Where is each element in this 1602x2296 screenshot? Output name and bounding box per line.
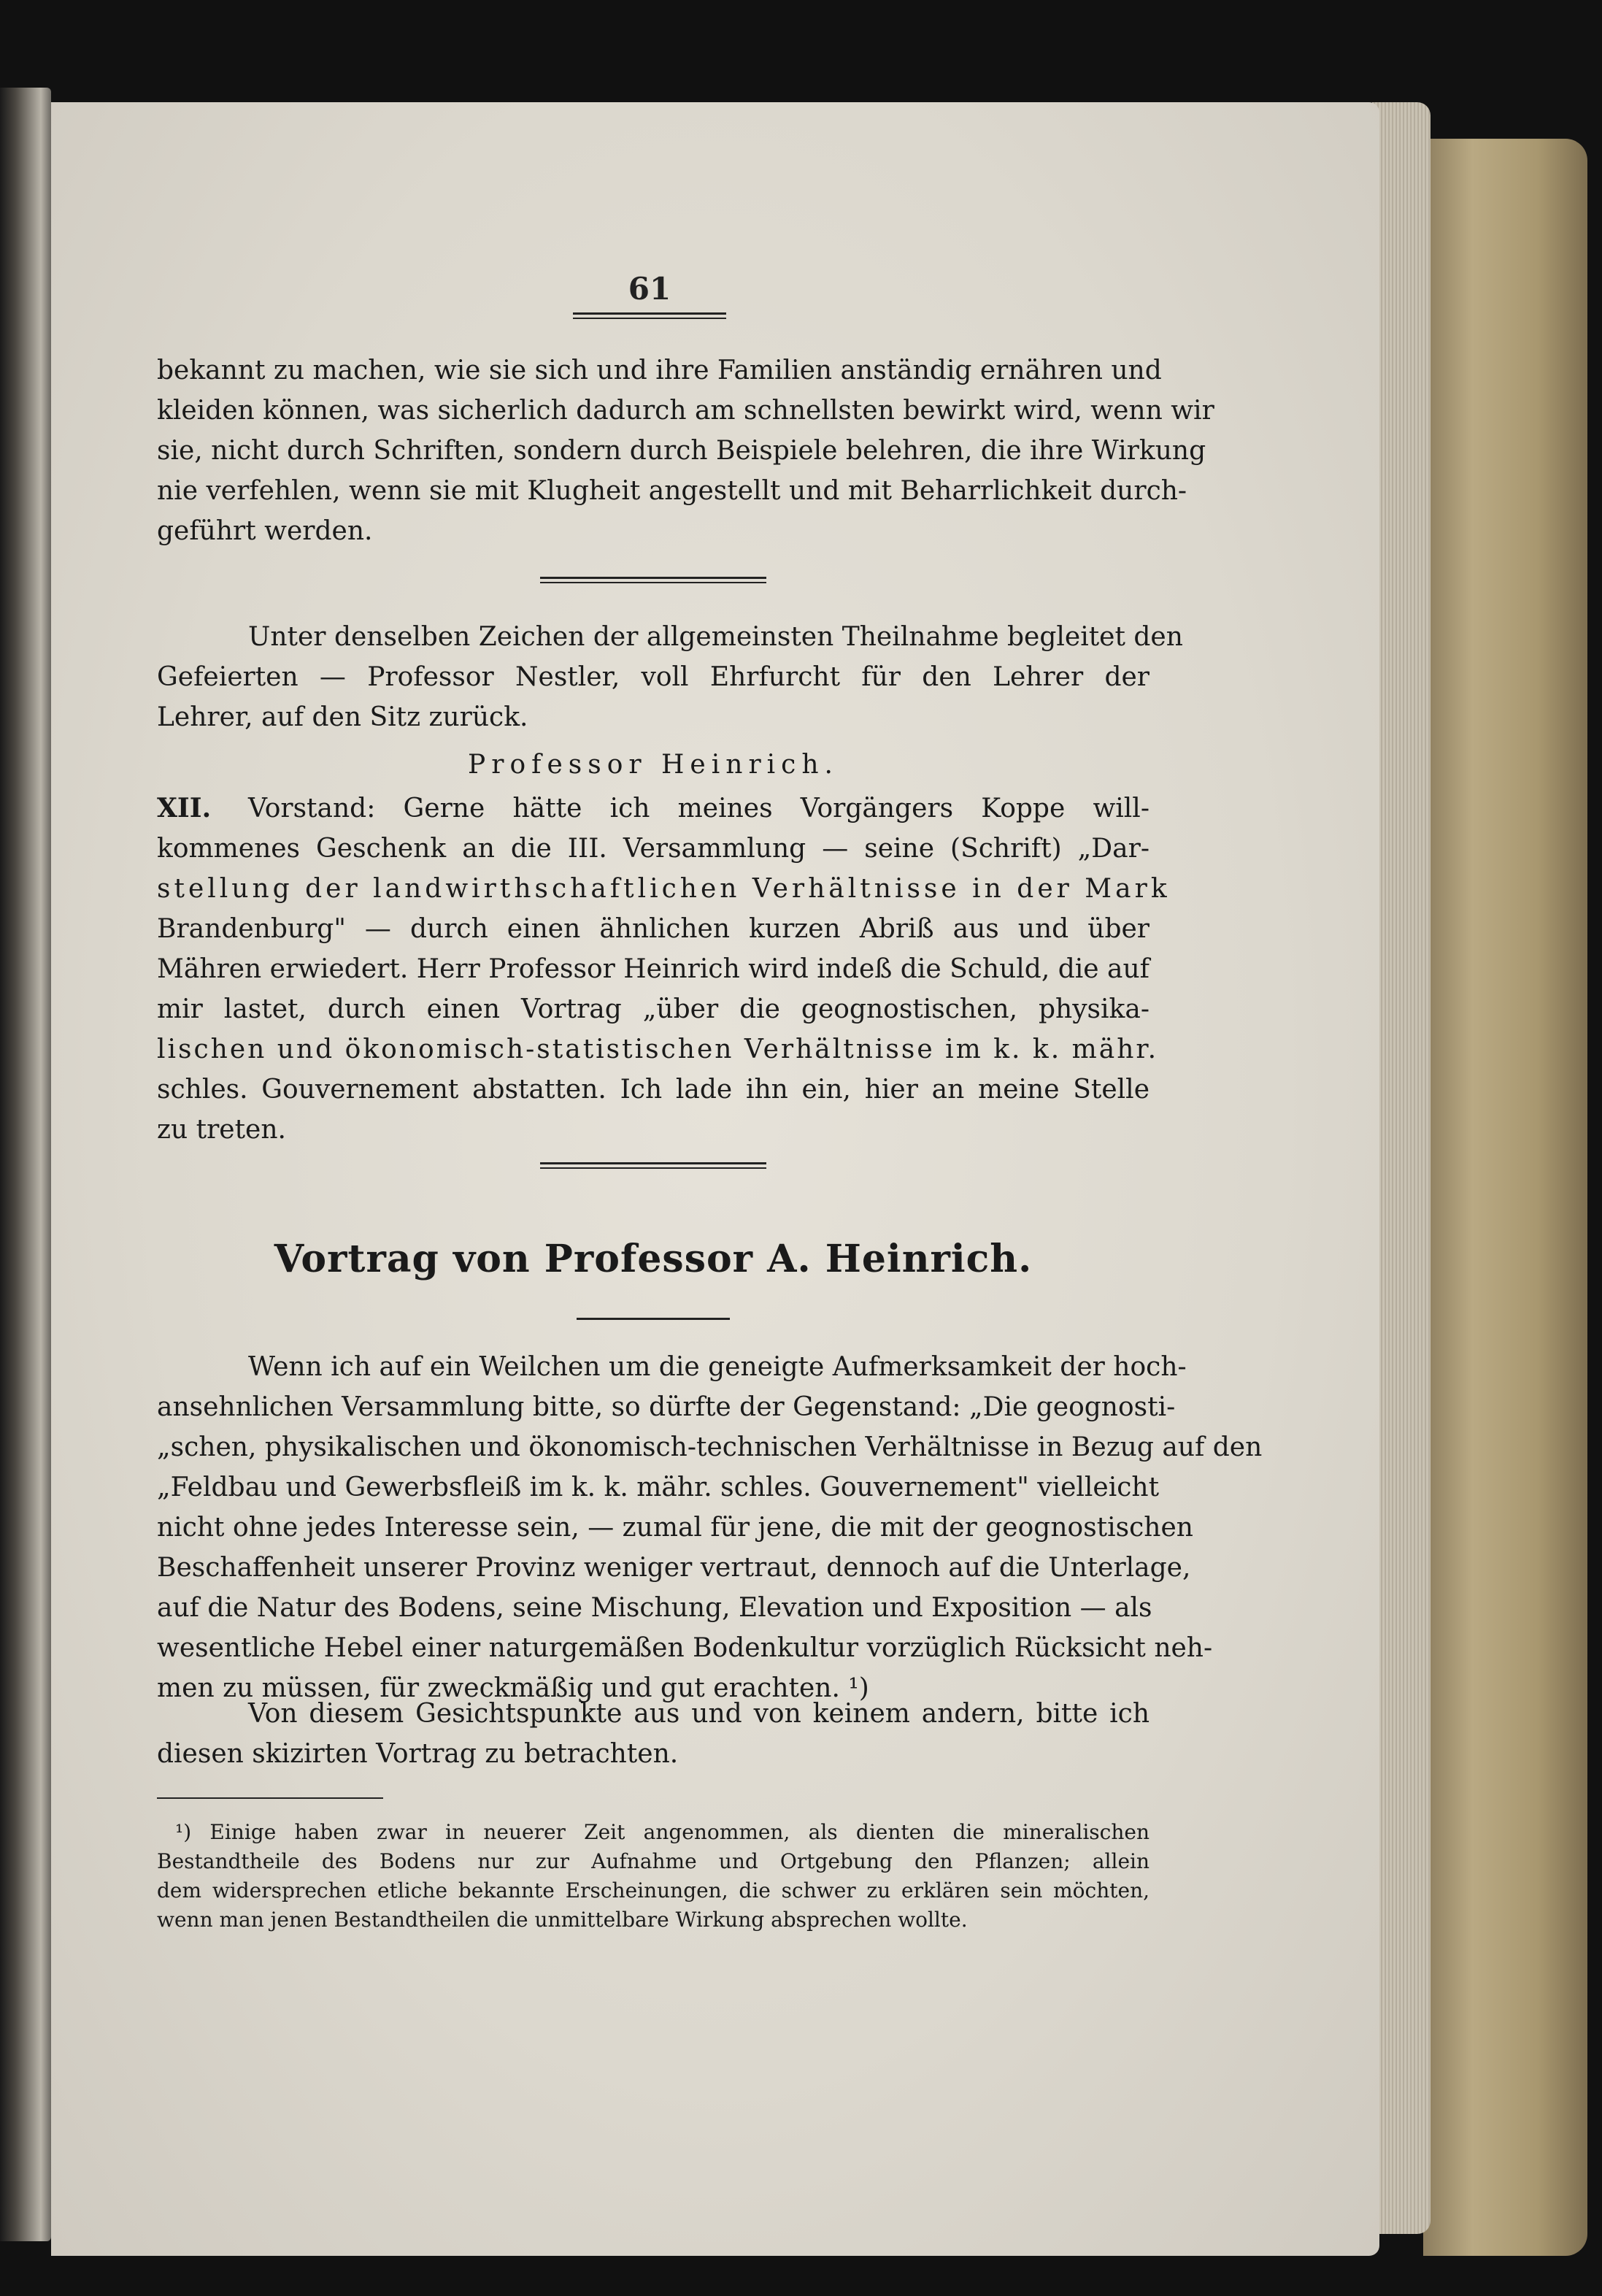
paragraph-4-line: men zu müssen, für zweckmäßig und gut erachten. ¹) [157,1673,869,1703]
section-number: XII. [157,793,212,823]
paragraph-3-line: mir lastet, durch einen Vortrag „über die geognostischen, physika- [157,994,1149,1024]
speaker-label: Professor Heinrich. [468,750,839,780]
paragraph-4-line: wesentliche Hebel einer naturgemäßen Bodenkultur vorzüglich Rücksicht neh- [157,1633,1213,1663]
paragraph-3-line: schles. Gouvernement abstatten. Ich lade ihn ein, hier an meine Stelle [157,1075,1149,1105]
paragraph-4-line: „Feldbau und Gewerbsfleiß im k. k. mähr. schles. Gouvernement" vielleicht [157,1473,1160,1502]
heading-rule [577,1318,730,1320]
paragraph-3-line: kommenes Geschenk an die III. Versammlung — seine (Schrift) „Dar- [157,834,1149,864]
paragraph-4-line: auf die Natur des Bodens, seine Mischung, Elevation und Exposition — als [157,1593,1152,1623]
paragraph-3-line: stellung der landwirthschaftlichen Verhältnisse in der Mark [157,874,1171,904]
paragraph-1-line: geführt werden. [157,516,373,546]
paragraph-4-line: Beschaffenheit unserer Provinz weniger vertraut, dennoch auf die Unterlage, [157,1553,1191,1583]
paragraph-2-line: Gefeierten — Professor Nestler, voll Ehrfurcht für den Lehrer der [157,662,1149,692]
paragraph-3-line: zu treten. [157,1115,286,1145]
paragraph-5-line: Von diesem Gesichtspunkte aus und von keinem andern, bitte ich [248,1699,1149,1729]
paragraph-4-line: Wenn ich auf ein Weilchen um die geneigte Aufmerksamkeit der hoch- [248,1352,1187,1382]
paragraph-4-line: ansehnlichen Versammlung bitte, so dürfte der Gegenstand: „Die geognosti- [157,1392,1176,1422]
paragraph-4-line: nicht ohne jedes Interesse sein, — zumal für jene, die mit der geognostischen [157,1513,1193,1543]
paragraph-3-line: Brandenburg" — durch einen ähnlichen kurzen Abriß aus und über [157,914,1149,944]
paragraph-3-line: Vorstand: Gerne hätte ich meines Vorgängers Koppe will- [248,794,1149,823]
section-divider [540,1162,766,1169]
footnote-line: ¹) Einige haben zwar in neuerer Zeit angenommen, als dienten die mineralischen [175,1820,1149,1844]
paragraph-1-line: bekannt zu machen, wie sie sich und ihre Familien anständig ernähren und [157,356,1162,385]
paragraph-1-line: nie verfehlen, wenn sie mit Klugheit angestellt und mit Beharrlichkeit durch- [157,476,1187,506]
lecture-heading: Vortrag von Professor A. Heinrich. [274,1237,1033,1281]
paragraph-5-line: diesen skizirten Vortrag zu betrachten. [157,1739,679,1769]
paragraph-1-line: sie, nicht durch Schriften, sondern durch Beispiele belehren, die ihre Wirkung [157,436,1206,466]
paragraph-2-line: Lehrer, auf den Sitz zurück. [157,702,528,732]
footnote-line: dem widersprechen etliche bekannte Erscheinungen, die schwer zu erklären sein möchten, [157,1878,1149,1903]
footnote-rule [157,1797,383,1799]
paragraph-1-line: kleiden können, was sicherlich dadurch am schnellsten bewirkt wird, wenn wir [157,396,1214,426]
paragraph-3-line: lischen und ökonomisch-statistischen Verhältnisse im k. k. mähr. [157,1034,1159,1064]
footnote-line: wenn man jenen Bestandtheilen die unmittelbare Wirkung absprechen wollte. [157,1908,968,1932]
paragraph-3-line: Mähren erwiedert. Herr Professor Heinrich wird indeß die Schuld, die auf [157,954,1149,984]
section-divider [540,577,766,583]
paragraph-2-line: Unter denselben Zeichen der allgemeinsten Theilnahme begleitet den [248,622,1183,652]
page-number-rule [573,312,726,319]
page-number: 61 [628,271,671,307]
paragraph-4-line: „schen, physikalischen und ökonomisch-technischen Verhältnisse in Bezug auf den [157,1432,1263,1462]
footnote-line: Bestandtheile des Bodens nur zur Aufnahme und Ortgebung den Pflanzen; allein [157,1849,1149,1873]
